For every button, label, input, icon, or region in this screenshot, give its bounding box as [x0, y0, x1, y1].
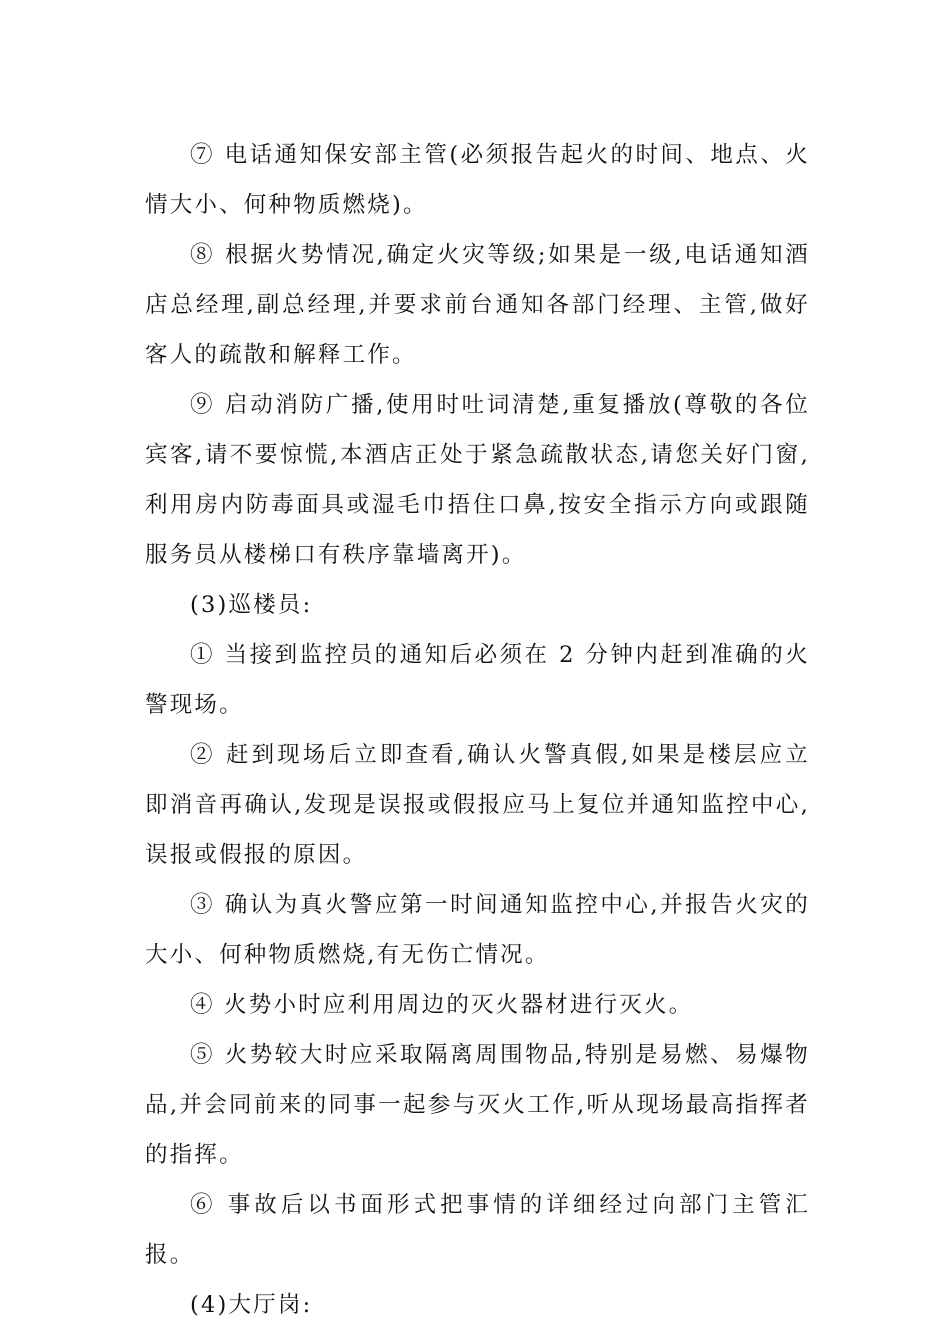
- paragraph-item-8: ⑧ 根据火势情况,确定火灾等级;如果是一级,电话通知酒店总经理,副总经理,并要求前台通知各部门经理、主管,做好客人的疏散和解释工作。: [145, 242, 810, 368]
- paragraph-item-7: ⑦ 电话通知保安部主管(必须报告起火的时间、地点、火情大小、何种物质燃烧)。: [145, 142, 810, 218]
- section-heading-lobby: (4)大厅岗:: [190, 1292, 313, 1318]
- paragraph-item-9: ⑨ 启动消防广播,使用时吐词清楚,重复播放(尊敬的各位宾客,请不要惊慌,本酒店正处于紧急疏散状态,请您关好门窗,利用房内防毒面具或湿毛巾捂住口鼻,按安全指示方向或跟随服务员从楼梯口有秩序靠墙离开)。: [145, 392, 810, 568]
- section-heading-patrol: (3)巡楼员:: [190, 592, 313, 618]
- paragraph-item-4: ④ 火势小时应利用周边的灭火器材进行灭火。: [190, 992, 694, 1018]
- paragraph-item-1: ① 当接到监控员的通知后必须在 2 分钟内赶到准确的火警现场。: [145, 642, 810, 718]
- paragraph-item-5: ⑤ 火势较大时应采取隔离周围物品,特别是易燃、易爆物品,并会同前来的同事一起参与灭火工作,听从现场最高指挥者的指挥。: [145, 1042, 810, 1168]
- paragraph-item-3: ③ 确认为真火警应第一时间通知监控中心,并报告火灾的大小、何种物质燃烧,有无伤亡情况。: [145, 892, 810, 968]
- paragraph-item-6: ⑥ 事故后以书面形式把事情的详细经过向部门主管汇报。: [145, 1192, 810, 1268]
- paragraph-item-2: ② 赶到现场后立即查看,确认火警真假,如果是楼层应立即消音再确认,发现是误报或假报应马上复位并通知监控中心,误报或假报的原因。: [145, 742, 810, 868]
- document-body: [145, 130, 810, 1330]
